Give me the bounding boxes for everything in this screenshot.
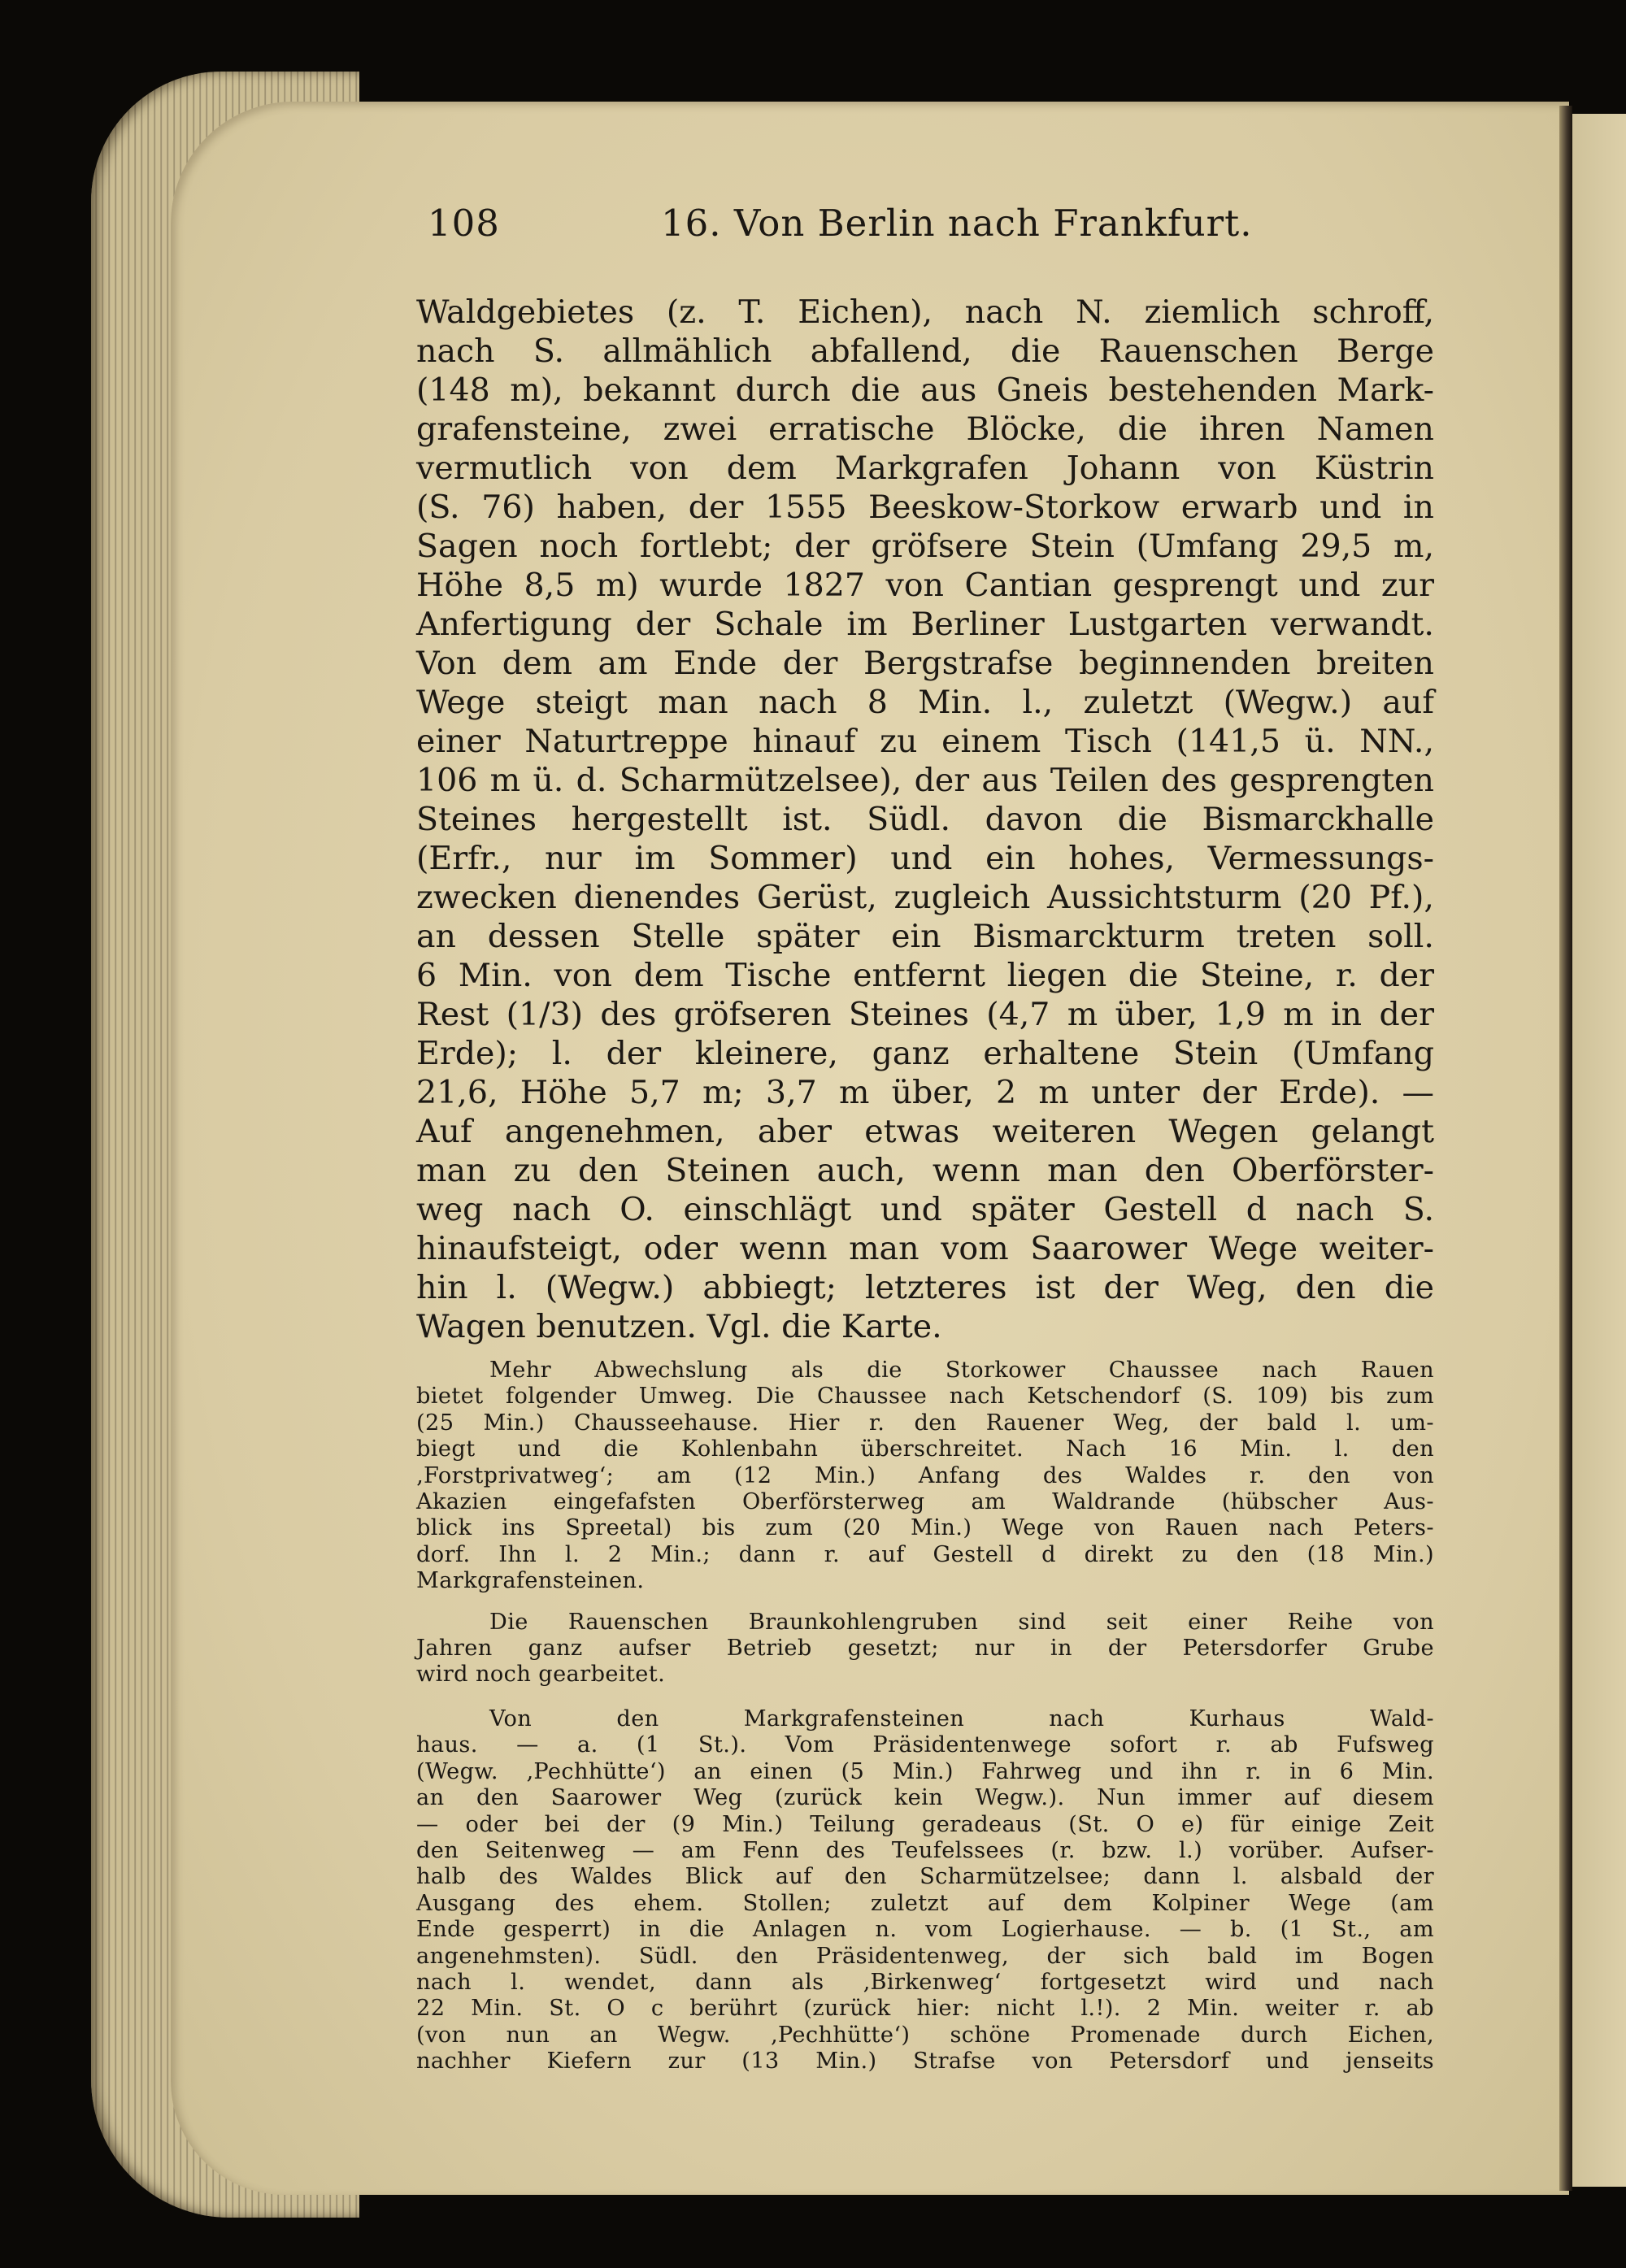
note-line: Mehr Abwechslung als die Storkower Chaussee nach Rauen xyxy=(489,1358,1434,1383)
body-line: zwecken dienendes Gerüst, zugleich Aussichtsturm (20 Pf.), xyxy=(416,879,1434,916)
body-line: Auf angenehmen, aber etwas weiteren Wegen gelangt xyxy=(416,1113,1434,1150)
note-line: biegt und die Kohlenbahn überschreitet. Nach 16 Min. l. den xyxy=(416,1436,1434,1462)
body-line: (S. 76) haben, der 1555 Beeskow-Storkow erwarb und in xyxy=(416,489,1434,526)
note-line: nachher Kiefern zur (13 Min.) Strafse von Petersdorf und jenseits xyxy=(416,2049,1434,2075)
note-line: blick ins Spreetal) bis zum (20 Min.) Wege von Rauen nach Peters- xyxy=(416,1515,1434,1541)
running-head-title: 16. Von Berlin nach Frankfurt. xyxy=(661,202,1253,245)
note-line: Akazien eingefafsten Oberförsterweg am Waldrande (hübscher Aus- xyxy=(416,1489,1434,1515)
note-line: bietet folgender Umweg. Die Chaussee nach Ketschendorf (S. 109) bis zum xyxy=(416,1384,1434,1410)
note-line: nach l. wendet, dann als ‚Birkenweg‘ fortgesetzt wird und nach xyxy=(416,1969,1434,1995)
note-line: Jahren ganz aufser Betrieb gesetzt; nur in der Petersdorfer Grube xyxy=(416,1636,1434,1662)
note-line: angenehmsten). Südl. den Präsidentenweg, der sich bald im Bogen xyxy=(416,1943,1434,1969)
note-line: ‚Forstprivatweg‘; am (12 Min.) Anfang des Waldes r. den von xyxy=(416,1462,1434,1488)
body-line: man zu den Steinen auch, wenn man den Oberförster- xyxy=(416,1152,1434,1189)
note-line: haus. — a. (1 St.). Vom Präsidentenwege sofort r. ab Fufsweg xyxy=(416,1732,1434,1758)
note-line: (25 Min.) Chausseehause. Hier r. den Rauener Weg, der bald l. um- xyxy=(416,1410,1434,1436)
body-line: Steines hergestellt ist. Südl. davon die Bismarckhalle xyxy=(416,801,1434,838)
note-paragraph xyxy=(416,1610,1434,1688)
body-line: Anfertigung der Schale im Berliner Lustgarten verwandt. xyxy=(416,606,1434,643)
note-line: an den Saarower Weg (zurück kein Wegw.). Nun immer auf diesem xyxy=(416,1785,1434,1811)
note-line: — oder bei der (9 Min.) Teilung geradeaus (St. O e) für einige Zeit xyxy=(416,1811,1434,1837)
note-line: Markgrafensteinen. xyxy=(416,1568,645,1594)
note-paragraph xyxy=(416,1358,1434,1595)
body-line: Von dem am Ende der Bergstrafse beginnenden breiten xyxy=(416,645,1434,682)
body-line: 106 m ü. d. Scharmützelsee), der aus Teilen des gesprengten xyxy=(416,762,1434,799)
body-line: Wagen benutzen. Vgl. die Karte. xyxy=(416,1308,942,1345)
body-line: grafensteine, zwei erratische Blöcke, die ihren Namen xyxy=(416,411,1434,448)
body-paragraph xyxy=(416,293,1434,1346)
note-line: halb des Waldes Blick auf den Scharmützelsee; dann l. alsbald der xyxy=(416,1864,1434,1890)
body-line: Waldgebietes (z. T. Eichen), nach N. ziemlich schroff, xyxy=(416,293,1434,331)
note-line: Die Rauenschen Braunkohlengruben sind seit einer Reihe von xyxy=(489,1609,1434,1635)
body-line: (Erfr., nur im Sommer) und ein hohes, Vermessungs- xyxy=(416,840,1434,877)
note-line: Ausgang des ehem. Stollen; zuletzt auf dem Kolpiner Wege (am xyxy=(416,1890,1434,1916)
body-line: hinaufsteigt, oder wenn man vom Saarower Wege weiter- xyxy=(416,1230,1434,1267)
body-line: (148 m), bekannt durch die aus Gneis bestehenden Mark- xyxy=(416,371,1434,409)
small-print-notes xyxy=(416,1358,1434,2075)
body-line: 6 Min. von dem Tische entfernt liegen die Steine, r. der xyxy=(416,957,1434,994)
note-line: den Seitenweg — am Fenn des Teufelssees (r. bzw. l.) vorüber. Aufser- xyxy=(416,1837,1434,1863)
body-line: an dessen Stelle später ein Bismarckturm treten soll. xyxy=(416,918,1434,955)
note-line: (von nun an Wegw. ‚Pechhütte‘) schöne Promenade durch Eichen, xyxy=(416,2022,1434,2048)
note-line: 22 Min. St. O c berührt (zurück hier: nicht l.!). 2 Min. weiter r. ab xyxy=(416,1996,1434,2022)
body-line: nach S. allmählich abfallend, die Rauenschen Berge xyxy=(416,332,1434,370)
body-line: Erde); l. der kleinere, ganz erhaltene Stein (Umfang xyxy=(416,1035,1434,1072)
book-gutter xyxy=(1559,106,1572,2191)
body-line: vermutlich von dem Markgrafen Johann von Küstrin xyxy=(416,450,1434,487)
running-head xyxy=(428,202,1434,250)
body-line: Höhe 8,5 m) wurde 1827 von Cantian gesprengt und zur xyxy=(416,567,1434,604)
note-paragraph xyxy=(416,1706,1434,2075)
body-line: 21,6, Höhe 5,7 m; 3,7 m über, 2 m unter der Erde). — xyxy=(416,1074,1434,1111)
body-line: weg nach O. einschlägt und später Gestell d nach S. xyxy=(416,1191,1434,1228)
body-line: Sagen noch fortlebt; der gröfsere Stein (Umfang 29,5 m, xyxy=(416,528,1434,565)
note-line: Von den Markgrafensteinen nach Kurhaus Wald- xyxy=(489,1705,1434,1731)
body-line: Wege steigt man nach 8 Min. l., zuletzt (Wegw.) auf xyxy=(416,684,1434,721)
body-line: einer Naturtreppe hinauf zu einem Tisch (141,5 ü. NN., xyxy=(416,723,1434,760)
note-line: Ende gesperrt) in die Anlagen n. vom Logierhause. — b. (1 St., am xyxy=(416,1917,1434,1943)
note-line: dorf. Ihn l. 2 Min.; dann r. auf Gestell d direkt zu den (18 Min.) xyxy=(416,1541,1434,1567)
note-line: (Wegw. ‚Pechhütte‘) an einen (5 Min.) Fahrweg und ihn r. in 6 Min. xyxy=(416,1758,1434,1784)
text-block xyxy=(416,202,1434,2075)
body-line: hin l. (Wegw.) abbiegt; letzteres ist der Weg, den die xyxy=(416,1269,1434,1306)
page-number: 108 xyxy=(428,202,500,245)
note-line: wird noch gearbeitet. xyxy=(416,1662,666,1688)
body-line: Rest (1/3) des gröfseren Steines (4,7 m über, 1,9 m in der xyxy=(416,996,1434,1033)
facing-page-edge xyxy=(1572,114,1626,2187)
